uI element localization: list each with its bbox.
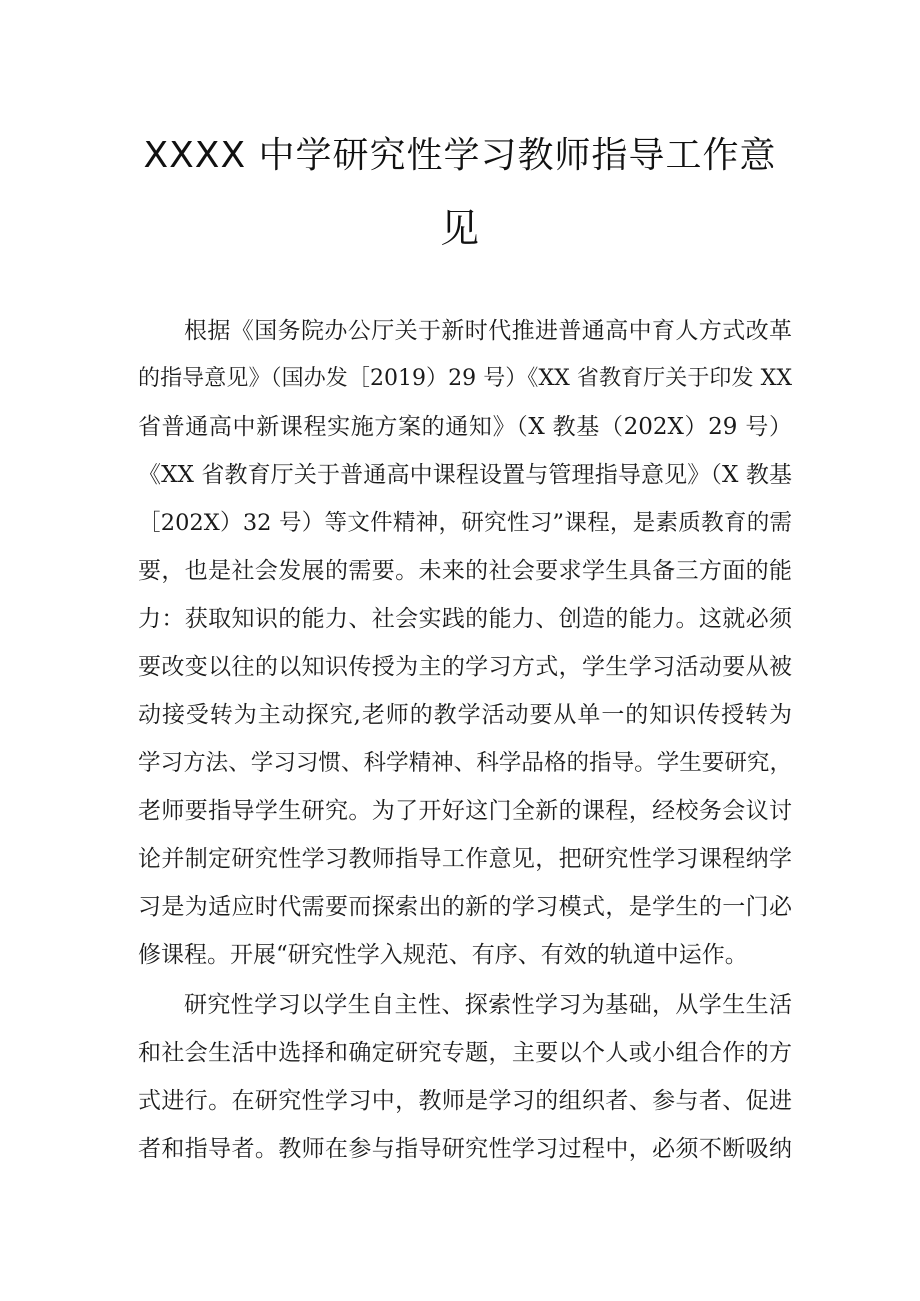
paragraph-line: 省普通高中新课程实施方案的通知》（X 教基（202X）29 号）	[138, 414, 792, 440]
paragraph-line: 力：获取知识的能力、社会实践的能力、创造的能力。这就必须	[138, 606, 792, 632]
paragraph-line: 根据《国务院办公厅关于新时代推进普通高中育人方式改革	[184, 318, 792, 344]
paragraph-line: 学习方法、学习习惯、科学精神、科学品格的指导。学生要研究，	[138, 750, 792, 776]
paragraph-line: 《XX 省教育厅关于普通高中课程设置与管理指导意见》（X 教基	[138, 462, 792, 488]
paragraph-line: 习是为适应时代需要而探索出的新的学习模式，是学生的一门必	[138, 894, 792, 920]
paragraph-line: 修课程。开展“研究性学入规范、有序、有效的轨道中运作。	[138, 942, 748, 968]
paragraph-line: 和社会生活中选择和确定研究专题，主要以个人或小组合作的方	[138, 1040, 792, 1066]
paragraph-line: 的指导意见》（国办发［2019）29 号）《XX 省教育厅关于印发 XX	[138, 366, 792, 391]
document-title-line-1: XXXX 中学研究性学习教师指导工作意	[143, 135, 777, 176]
paragraph-line: 动接受转为主动探究,老师的教学活动要从单一的知识传授转为	[138, 702, 792, 728]
paragraph-line: 要改变以往的以知识传授为主的学习方式，学生学习活动要从被	[138, 654, 792, 680]
paragraph-line: ［202X）32 号）等文件精神，研究性习”课程，是素质教育的需	[138, 510, 792, 536]
paragraph-line: 式进行。在研究性学习中，教师是学习的组织者、参与者、促进	[138, 1088, 792, 1114]
document-title-line-2: 见	[439, 207, 480, 252]
paragraph-line: 者和指导者。教师在参与指导研究性学习过程中，必须不断吸纳	[138, 1136, 792, 1162]
paragraph-line: 老师要指导学生研究。为了开好这门全新的课程，经校务会议讨	[138, 798, 792, 824]
paragraph-line: 研究性学习以学生自主性、探索性学习为基础，从学生生活	[184, 992, 792, 1018]
paragraph-line: 要，也是社会发展的需要。未来的社会要求学生具备三方面的能	[138, 558, 792, 584]
paragraph-line: 论并制定研究性学习教师指导工作意见，把研究性学习课程纳学	[138, 846, 792, 872]
